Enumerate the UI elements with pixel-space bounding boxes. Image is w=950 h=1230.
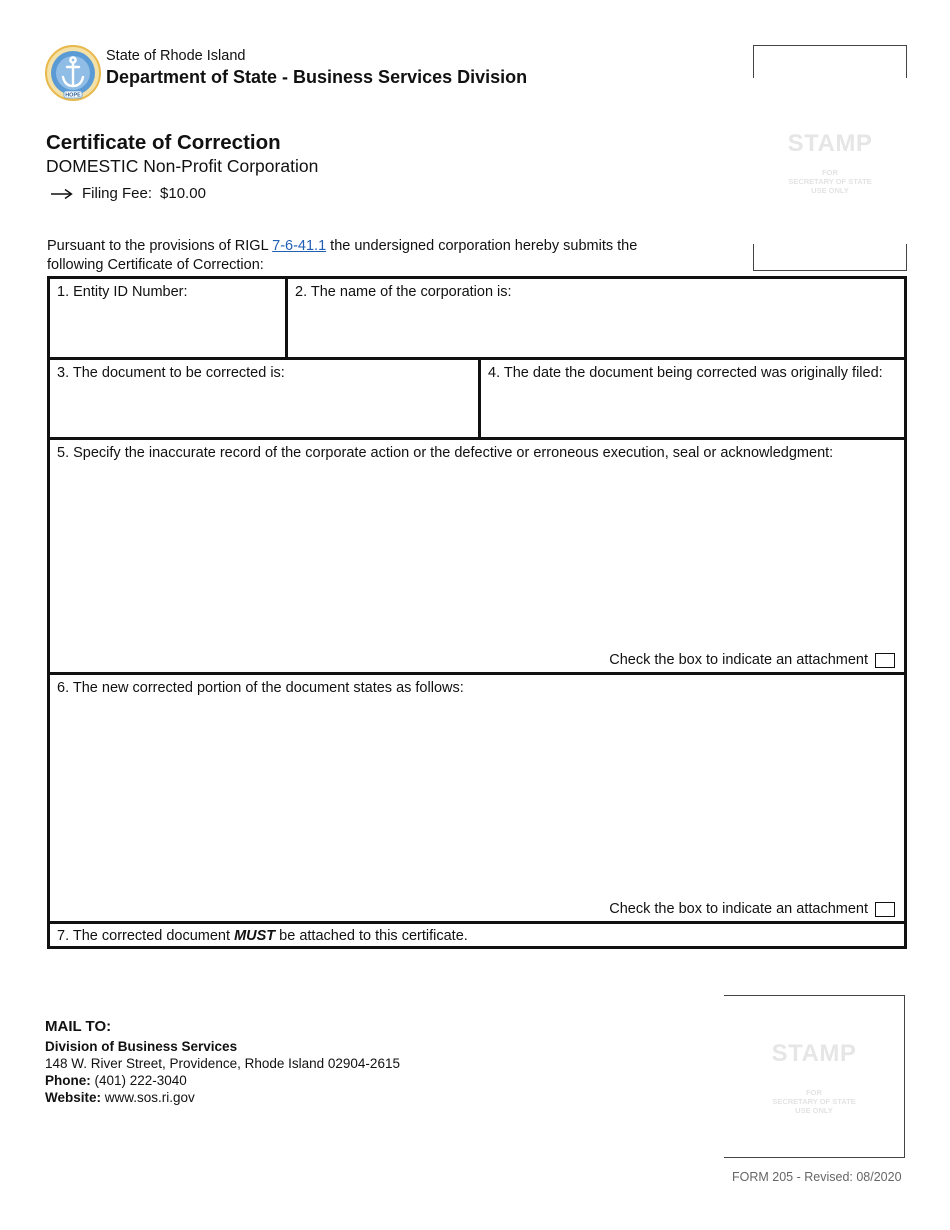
intro-text-before: Pursuant to the provisions of RIGL (47, 238, 273, 254)
filing-fee (50, 185, 206, 202)
stamp-secretary: SECRETARY OF STATE (788, 177, 872, 186)
website-value: www.sos.ri.gov (101, 1090, 195, 1105)
inaccurate-record-label: 5. Specify the inaccurate record of the corporate action or the defective or erroneous execution, seal or acknowledgment: (57, 445, 834, 461)
seal-hope-text: HOPE (65, 92, 81, 99)
department-name: Department of State - Business Services Division (106, 67, 528, 87)
form-title: Certificate of Correction (46, 131, 281, 154)
filing-fee-amount: $10.00 (160, 185, 206, 202)
corrected-portion-field[interactable] (50, 675, 904, 921)
document-corrected-label: 3. The document to be corrected is: (57, 365, 285, 381)
attachment-check-6 (609, 901, 895, 917)
corporation-name-field[interactable] (288, 279, 904, 357)
mail-address: 148 W. River Street, Providence, Rhode Island 02904-2615 (45, 1056, 400, 1071)
stamp-box-bottom (724, 995, 905, 1158)
form-number: FORM 205 - Revised: 08/2020 (732, 1170, 902, 1184)
inaccurate-record-field[interactable] (50, 440, 904, 672)
corrected-portion-label: 6. The new corrected portion of the document states as follows: (57, 680, 464, 696)
intro-paragraph (47, 237, 727, 275)
filing-fee-label: Filing Fee: (82, 185, 153, 202)
corporation-name-label: 2. The name of the corporation is: (295, 284, 512, 300)
stamp-for-bottom: FOR (806, 1088, 822, 1097)
stamp-use-only-bottom: USE ONLY (795, 1106, 833, 1115)
entity-id-field[interactable] (50, 279, 285, 357)
mail-to-heading: MAIL TO: (45, 1018, 112, 1035)
stamp-for: FOR (822, 168, 838, 177)
rigl-link[interactable]: 7-6-41.1 (272, 238, 327, 254)
arrow-right-icon (50, 188, 74, 200)
attachment-label-6: Check the box to indicate an attachment (609, 901, 868, 917)
attachment-check-5 (609, 652, 895, 668)
attachment-checkbox-5[interactable] (875, 653, 895, 668)
state-name: State of Rhode Island (106, 48, 246, 64)
attachment-checkbox-6[interactable] (875, 902, 895, 917)
phone-value: (401) 222-3040 (90, 1073, 187, 1088)
intro-text-after: the undersigned corporation hereby submits the (326, 238, 638, 254)
entity-id-label: 1. Entity ID Number: (57, 284, 188, 300)
mail-org: Division of Business Services (45, 1039, 238, 1054)
correction-form (47, 276, 907, 949)
stamp-label: STAMP (787, 130, 873, 157)
form-subtitle: DOMESTIC Non-Profit Corporation (46, 156, 319, 176)
stamp-label-bottom: STAMP (771, 1040, 857, 1067)
phone-label: Phone: (45, 1073, 91, 1088)
requirement-text-before: 7. The corrected document (57, 928, 235, 944)
stamp-secretary-bottom: SECRETARY OF STATE (772, 1097, 856, 1106)
original-filing-date-field[interactable] (481, 360, 904, 437)
attachment-label-5: Check the box to indicate an attachment (609, 652, 868, 668)
intro-text-line2: following Certificate of Correction: (47, 257, 264, 273)
website-label: Website: (45, 1090, 102, 1105)
mail-address-block (45, 1038, 400, 1106)
stamp-use-only: USE ONLY (811, 186, 849, 195)
state-seal-logo (45, 45, 101, 101)
document-corrected-field[interactable] (50, 360, 478, 437)
requirement-emphasis: MUST (234, 928, 276, 944)
requirement-text-after: be attached to this certificate. (275, 928, 468, 944)
stamp-box-top (753, 45, 907, 271)
original-filing-date-label: 4. The date the document being corrected was originally filed: (488, 365, 883, 381)
attachment-requirement (50, 924, 904, 946)
